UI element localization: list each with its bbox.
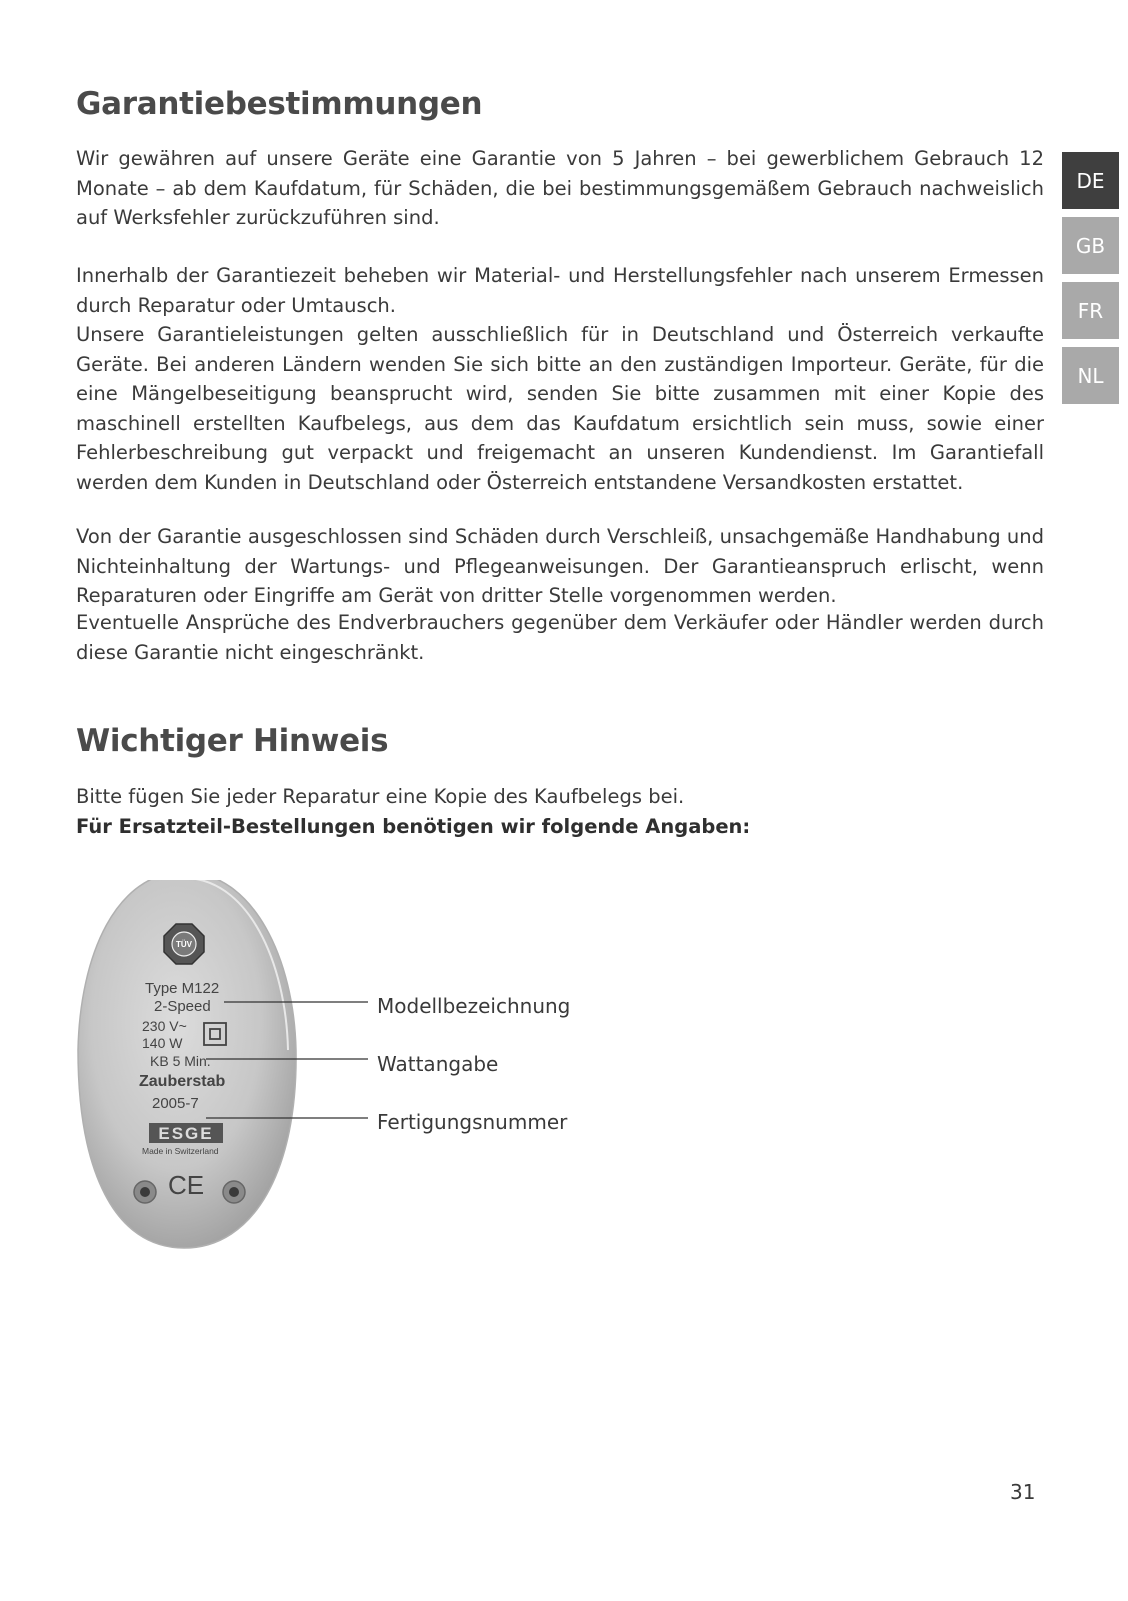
type-plate-wattage: 140 W — [142, 1035, 183, 1051]
type-plate-type: Type M122 — [145, 980, 220, 997]
tab-gb[interactable]: GB — [1062, 217, 1119, 274]
ce-icon: CE — [167, 1170, 205, 1200]
page-number: 31 — [1010, 1480, 1036, 1504]
svg-text:ESGE: ESGE — [158, 1124, 214, 1143]
paragraph-consumer-rights: Eventuelle Ansprüche des Endverbrauchers gegenüber dem Verkäufer oder Händler werden durch diese Garantie nicht eingeschränkt. — [76, 611, 1044, 664]
callout-wattage: Wattangabe — [377, 1052, 499, 1076]
paragraph-warranty-scope: Unsere Garantieleistungen gelten ausschließlich für in Deutschland und Österreich verkaufte Geräte. Bei anderen Ländern wenden Sie sich bitte an den zuständigen Importeur. Geräte, für die eine Mängelbeseitigung beansprucht wird, senden Sie bitte zusammen mit einer Kopie des maschinell erstellten Kaufbelegs, aus dem das Kaufdatum ersichtlich sein muss, sowie einer Fehlerbeschreibung gut verpackt und freigemacht an unseren Kundendienst. Im Garantiefall werden dem Kunden in Deutschland oder Österreich entstandene Versandkosten erstattet. — [76, 323, 1044, 494]
paragraph-receipt-note: Bitte fügen Sie jeder Reparatur eine Kopie des Kaufbelegs bei. — [76, 785, 685, 808]
type-plate-kb: KB 5 Min. — [150, 1053, 211, 1069]
callout-model: Modellbezeichnung — [377, 994, 571, 1018]
type-plate-product: Zauberstab — [139, 1073, 226, 1090]
type-plate-speed: 2-Speed — [154, 998, 211, 1015]
tab-fr[interactable]: FR — [1062, 282, 1119, 339]
section-heading-hinweis: Wichtiger Hinweis — [76, 723, 389, 759]
paragraph-exclusions: Von der Garantie ausgeschlossen sind Schäden durch Verschleiß, unsachgemäße Handhabung und Nichteinhaltung der Wartungs- und Pflegeanweisungen. Der Garantieanspruch erlischt, wenn Reparaturen oder Eingriffe am Gerät von dritter Stelle vorgenommen werden. — [76, 525, 1044, 607]
language-tabs — [1062, 152, 1119, 412]
screw-hole-right-icon — [223, 1181, 245, 1203]
type-plate-figure — [76, 880, 636, 1280]
tab-de[interactable]: DE — [1062, 152, 1119, 209]
type-plate-voltage: 230 V~ — [142, 1018, 187, 1034]
esge-logo — [149, 1123, 223, 1143]
paragraph-spare-parts: Für Ersatzteil-Bestellungen benötigen wir folgende Angaben: — [76, 815, 751, 838]
paragraph-repair-exchange: Innerhalb der Garantiezeit beheben wir Material- und Herstellungsfehler nach unserem Ermessen durch Reparatur oder Umtausch. — [76, 264, 1044, 317]
paragraph-warranty-period: Wir gewähren auf unsere Geräte eine Garantie von 5 Jahren – bei gewerblichem Gebrauch 12 Monate – ab dem Kaufdatum, für Schäden, die bei bestimmungsgemäßem Gebrauch nachweislich auf Werksfehler zurückzuführen sind. — [76, 147, 1044, 229]
type-plate-serial: 2005-7 — [152, 1095, 199, 1112]
section-heading-garantie: Garantiebestimmungen — [76, 86, 483, 122]
callout-serial: Fertigungsnummer — [377, 1110, 568, 1134]
type-plate-made-in: Made in Switzerland — [142, 1146, 219, 1156]
tuv-icon — [164, 924, 204, 964]
svg-text:TÜV: TÜV — [176, 940, 192, 949]
screw-hole-left-icon — [134, 1181, 156, 1203]
tab-nl[interactable]: NL — [1062, 347, 1119, 404]
